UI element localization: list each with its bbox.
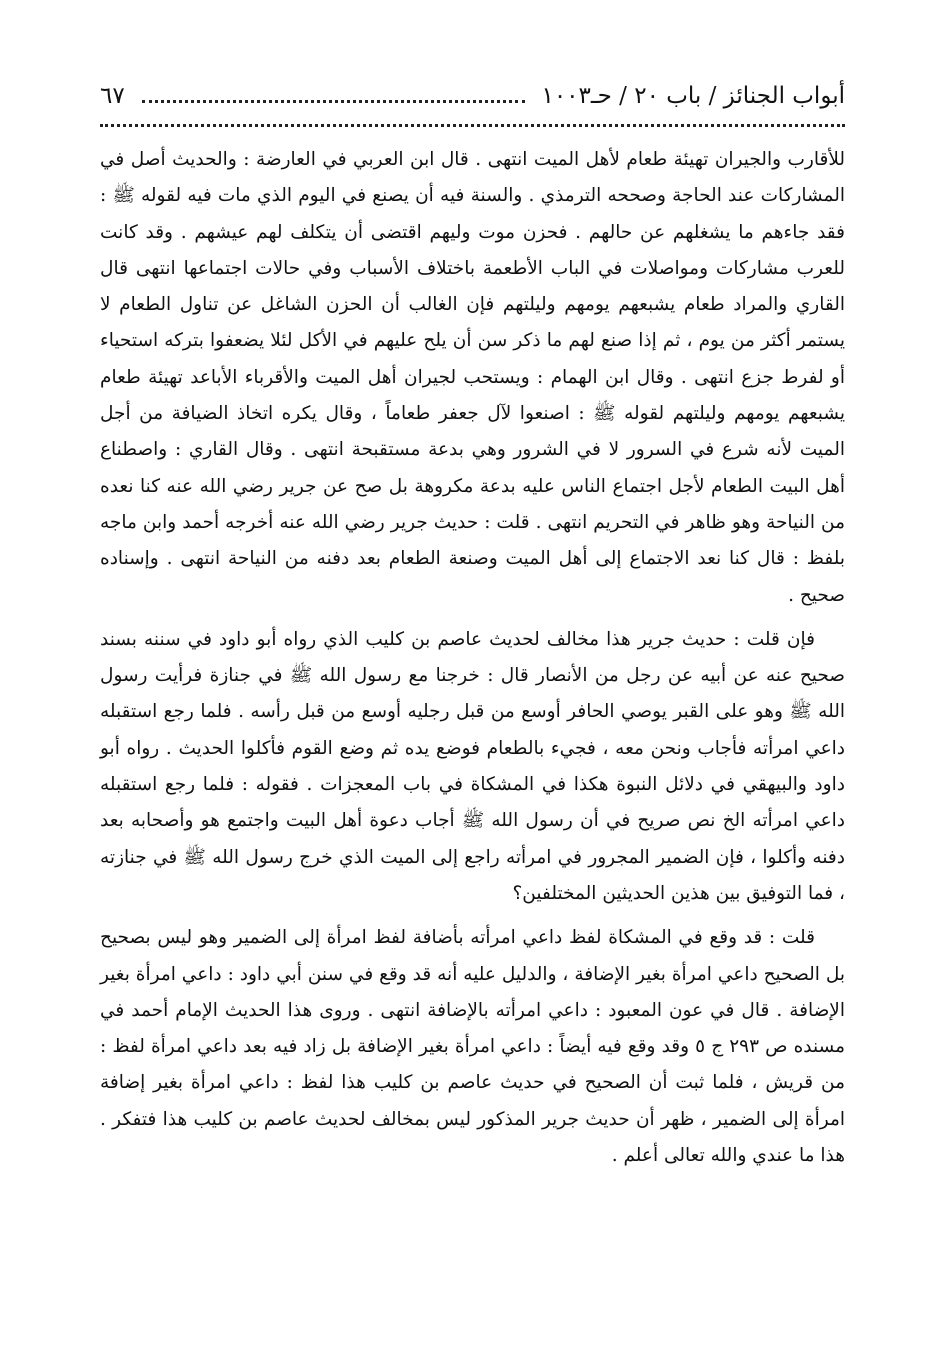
main-text [100,142,845,1174]
paragraph-answer: قلت : قد وقع في المشكاة لفظ داعي امرأته بأضافة لفظ امرأة إلى الضمير وهو ليس بصحيح بل الصحيح داعي امرأة بغير الإضافة ، والدليل عليه أنه قد وقع في سنن أبي داود : داعي امرأة بغير الإضافة . قال في عون المعبود : داعي امرأته بالإضافة انتهى . وروى هذا الحديث الإمام أحمد في مسنده ص ٢٩٣ ج ٥ وقد وقع فيه أيضاً : داعي امرأة بغير الإضافة بل زاد فيه بعد داعي امرأة لفظ : من قريش ، فلما ثبت أن الصحيح في حديث عاصم بن كليب هذا لفظ : داعي امرأة بغير إضافة امرأة إلى الضمير ، ظهر أن حديث جرير المذكور ليس بمخالف لحديث عاصم بن كليب هذا فتفكر . هذا ما عندي والله تعالى أعلم . [100,927,846,1167]
paragraph-objection: فإن قلت : حديث جرير هذا مخالف لحديث عاصم بن كليب الذي رواه أبو داود في سننه بسند صحيح عنه عن أبيه عن رجل من الأنصار قال : خرجنا مع رسول الله ﷺ في جنازة فرأيت رسول الله ﷺ وهو على القبر يوصي الحافر أوسع من قبل رجليه أوسع من قبل رأسه . فلما رجع استقبله داعي امرأته فأجاب ونحن معه ، فجيء بالطعام فوضع يده ثم وضع القوم فأكلوا الحديث . رواه أبو داود والبيهقي في دلائل النبوة هكذا في المشكاة في باب المعجزات . فقوله : فلما رجع استقبله داعي امرأته الخ نص صريح في أن رسول الله ﷺ أجاب دعوة أهل البيت واجتمع هو وأصحابه بعد دفنه وأكلوا ، فإن الضمير المجرور في امرأته راجع إلى الميت الذي خرج رسول الله ﷺ في جنازته ، فما التوفيق بين هذين الحديثين المختلفين؟ [100,628,845,904]
running-header [100,76,845,116]
header-dot-leader [142,100,525,103]
paragraph-continuation: للأقارب والجيران تهيئة طعام لأهل الميت انتهى . قال ابن العربي في العارضة : والحديث أصل في المشاركات عند الحاجة وصححه الترمذي . والسنة فيه أن يصنع في اليوم الذي مات فيه لقوله ﷺ : فقد جاءهم ما يشغلهم عن حالهم . فحزن موت وليهم اقتضى أن يتكلف لهم عيشهم . وقد كانت للعرب مشاركات ومواصلات في الباب الأطعمة باختلاف الأسباب وفي حالات اجتماعها انتهى قال القاري والمراد طعام يشبعهم يومهم وليلتهم فإن الغالب أن الحزن الشاغل عن تناول الطعام لا يستمر أكثر من يوم ، ثم إذا صنع لهم ما ذكر سن أن يلح عليهم في الأكل لئلا يضعفوا بتركه استحياء أو لفرط جزع انتهى . وقال ابن الهمام : ويستحب لجيران أهل الميت والأقرباء الأباعد تهيئة طعام يشبعهم يومهم وليلتهم لقوله ﷺ : اصنعوا لآل جعفر طعاماً ، وقال يكره اتخاذ الضيافة من أجل الميت لأنه شرع في السرور لا في الشرور وهي بدعة مستقبحة انتهى . وقال القاري : واصطناع أهل البيت الطعام لأجل اجتماع الناس عليه بدعة مكروهة بل صح عن جرير رضي الله عنه كنا نعده من النياحة وهو ظاهر في التحريم انتهى . قلت : حديث جرير رضي الله عنه أخرجه أحمد وابن ماجه بلفظ : قال كنا نعد الاجتماع إلى أهل الميت وصنعة الطعام بعد دفنه من النياحة انتهى . وإسناده صحيح . [100,149,845,606]
header-title: أبواب الجنائز / باب ٢٠ / حـ١٠٠٣ [541,83,845,109]
header-divider [100,124,845,127]
page-number: ٦٧ [100,83,125,109]
